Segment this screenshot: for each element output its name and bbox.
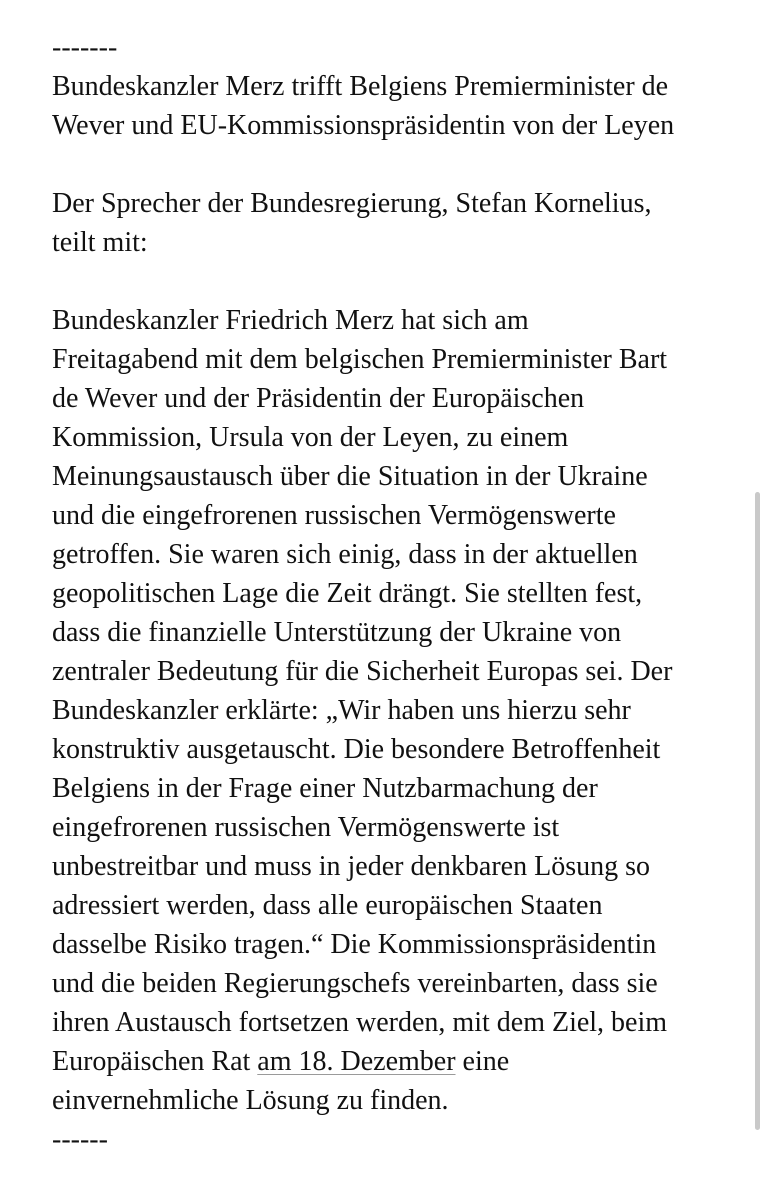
paragraph-gap	[52, 145, 742, 184]
body-line: unbestreitbar und muss in jeder denkbaren Lösung so	[52, 851, 650, 882]
body-line: und die beiden Regierungschefs vereinbarten, dass sie	[52, 968, 658, 999]
body-line: Freitagabend mit dem belgischen Premierminister Bart	[52, 344, 668, 375]
body-line: geopolitischen Lage die Zeit drängt. Sie stellten fest,	[52, 578, 643, 609]
body-line: dass die finanzielle Unterstützung der Ukraine von	[52, 617, 622, 648]
body-line: eingefrorenen russischen Vermögenswerte ist	[52, 812, 560, 843]
body-line-suffix: eine	[455, 1046, 510, 1077]
headline-line: Bundeskanzler Merz trifft Belgiens Premierminister de	[52, 71, 669, 102]
body-line-with-date	[52, 1042, 742, 1081]
date-link[interactable]: am 18. Dezember	[257, 1046, 456, 1077]
intro-line: teilt mit:	[52, 227, 148, 258]
body-line: ihren Austausch fortsetzen werden, mit dem Ziel, beim	[52, 1007, 668, 1038]
headline-line: Wever und EU-Kommissionspräsidentin von der Leyen	[52, 110, 675, 141]
body-line: Meinungsaustausch über die Situation in der Ukraine	[52, 461, 648, 492]
body-line: getroffen. Sie waren sich einig, dass in der aktuellen	[52, 539, 638, 570]
body-line: zentraler Bedeutung für die Sicherheit Europas sei. Der	[52, 656, 673, 687]
separator-bottom: ------	[52, 1124, 108, 1155]
body-line: dasselbe Risiko tragen.“ Die Kommissionspräsidentin	[52, 929, 657, 960]
vertical-scrollbar[interactable]	[755, 492, 760, 1130]
body-line: de Wever und der Präsidentin der Europäischen	[52, 383, 585, 414]
body-line: adressiert werden, dass alle europäischen Staaten	[52, 890, 603, 921]
body-line: Bundeskanzler erklärte: „Wir haben uns hierzu sehr	[52, 695, 631, 726]
separator-top: -------	[52, 32, 118, 63]
body-line-prefix: Europäischen Rat	[52, 1046, 258, 1077]
body-line: Belgiens in der Frage einer Nutzbarmachung der	[52, 773, 598, 804]
body-line: Bundeskanzler Friedrich Merz hat sich am	[52, 305, 529, 336]
press-release	[52, 28, 742, 1159]
body-line: einvernehmliche Lösung zu finden.	[52, 1085, 449, 1116]
paragraph-gap	[52, 262, 742, 301]
body-line: Kommission, Ursula von der Leyen, zu einem	[52, 422, 569, 453]
body-line: konstruktiv ausgetauscht. Die besondere Betroffenheit	[52, 734, 661, 765]
intro-line: Der Sprecher der Bundesregierung, Stefan Kornelius,	[52, 188, 652, 219]
body-line: und die eingefrorenen russischen Vermögenswerte	[52, 500, 616, 531]
